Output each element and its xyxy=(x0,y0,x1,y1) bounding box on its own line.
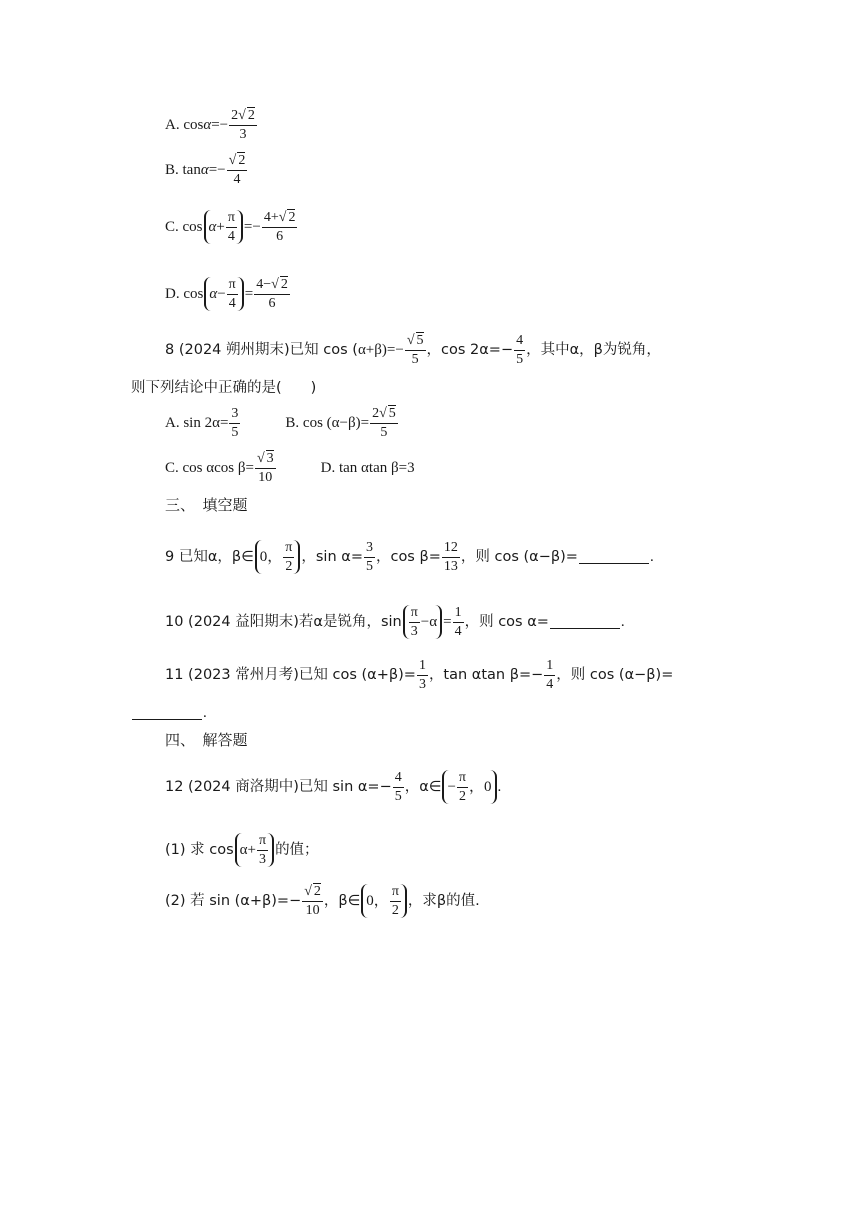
stem-text: 9 已知α，β∈ xyxy=(165,548,254,565)
q7-option-a xyxy=(165,108,258,142)
option-label: A. cos xyxy=(165,116,204,133)
radicand: 5 xyxy=(416,333,424,348)
numerator: π xyxy=(227,277,238,295)
denominator: 10 xyxy=(258,469,273,485)
denominator: 3 xyxy=(239,126,247,142)
denominator: 3 xyxy=(418,676,426,692)
var-alpha: α xyxy=(200,161,209,178)
denominator: 5 xyxy=(516,351,524,367)
numerator: π xyxy=(457,770,468,788)
denominator: 5 xyxy=(365,558,373,574)
answer-blank[interactable] xyxy=(132,707,202,720)
denominator: 2 xyxy=(285,558,293,574)
sqrt-icon: √ xyxy=(304,884,312,899)
numerator: π xyxy=(226,210,237,228)
stem-text: ，cos β= xyxy=(375,548,441,565)
denominator: 5 xyxy=(411,351,419,367)
paren-group xyxy=(204,210,243,244)
option-label: D. tan αtan β=3 xyxy=(320,459,415,476)
fraction xyxy=(255,451,276,485)
fraction xyxy=(514,333,525,367)
stem-text: ，α∈ xyxy=(404,778,442,795)
fraction xyxy=(544,658,555,692)
equals: = xyxy=(244,285,254,302)
answer-blank[interactable] xyxy=(579,551,649,564)
fraction xyxy=(453,605,464,639)
part-text: (1) 求 cos xyxy=(165,841,234,858)
fraction xyxy=(257,833,268,867)
denominator: 2 xyxy=(391,902,399,918)
period: . xyxy=(649,548,654,565)
denominator: 4 xyxy=(228,295,236,311)
equals: =− xyxy=(211,116,229,133)
stem-text: ，tan αtan β=− xyxy=(428,666,544,683)
part-text: ，求β的值. xyxy=(407,892,480,909)
option-label: C. cos αcos β= xyxy=(165,459,254,476)
minus: − xyxy=(447,778,456,795)
denominator: 3 xyxy=(410,623,418,639)
fraction xyxy=(283,540,294,574)
denominator: 5 xyxy=(231,424,239,440)
option-label: B. cos (α−β)= xyxy=(285,414,370,431)
q12-part-2 xyxy=(165,884,480,918)
q9-stem xyxy=(165,540,654,574)
q11-answer-line xyxy=(131,706,207,721)
var-alpha: α xyxy=(203,116,212,133)
stem-text: ，其中α，β为锐角， xyxy=(526,341,661,358)
num-coef: 2 xyxy=(372,406,380,421)
denominator: 10 xyxy=(305,902,320,918)
section-heading-fill-blank: 三、 填空题 xyxy=(165,496,248,514)
denominator: 4 xyxy=(233,171,241,187)
fraction xyxy=(229,108,257,142)
period: . xyxy=(203,705,207,721)
numerator: 4 xyxy=(393,770,404,788)
fraction xyxy=(417,658,428,692)
part-text: 的值； xyxy=(275,841,319,858)
q8-options-ab xyxy=(165,406,399,440)
option-label: D. cos xyxy=(165,285,204,302)
option-label: A. sin 2α= xyxy=(165,414,229,431)
section-heading-solve: 四、 解答题 xyxy=(165,731,248,749)
num-part: 4+ xyxy=(263,210,279,225)
numerator: 4 xyxy=(514,333,525,351)
equals: = xyxy=(443,613,452,630)
interval xyxy=(442,770,496,804)
fraction xyxy=(226,210,237,244)
fraction xyxy=(227,277,238,311)
fraction xyxy=(364,540,375,574)
interval xyxy=(255,540,301,574)
fraction xyxy=(409,605,420,639)
interval-start: 0， xyxy=(259,548,283,565)
denominator: 13 xyxy=(443,558,458,574)
sqrt-icon: √ xyxy=(278,210,287,225)
sqrt-icon: √ xyxy=(271,277,279,292)
fraction xyxy=(370,406,398,440)
stem-text: ，sin α= xyxy=(301,548,363,565)
numerator: 12 xyxy=(442,540,460,558)
fraction xyxy=(390,884,401,918)
denominator: 3 xyxy=(259,851,267,867)
stem-text: ，则 cos (α−β)= xyxy=(460,548,578,565)
q7-option-c xyxy=(165,210,298,244)
alpha-plus: α+ xyxy=(239,841,256,858)
stem-text: ，则 cos (α−β)= xyxy=(556,666,674,683)
num-part: 4− xyxy=(256,277,272,292)
fraction xyxy=(442,540,460,574)
fraction xyxy=(302,884,323,918)
denominator: 2 xyxy=(458,788,466,804)
stem-text: ，cos 2α=− xyxy=(426,341,514,358)
stem-text: ，则 cos α= xyxy=(464,613,549,630)
period: . xyxy=(620,613,625,630)
var-alpha: α xyxy=(208,218,217,235)
q7-option-d xyxy=(165,277,291,311)
numerator: π xyxy=(390,884,401,902)
answer-blank[interactable] xyxy=(550,616,620,629)
option-label: C. cos xyxy=(165,218,203,235)
q11-stem xyxy=(165,658,673,692)
numerator: 1 xyxy=(544,658,555,676)
fraction xyxy=(254,277,290,311)
period: . xyxy=(497,778,502,795)
minus-alpha: −α xyxy=(420,613,438,630)
equals: =− xyxy=(243,218,261,235)
denominator: 6 xyxy=(268,295,276,311)
denominator: 4 xyxy=(227,228,235,244)
q8-stem-line2: 则下列结论中正确的是( ) xyxy=(131,380,317,396)
radicand: 2 xyxy=(313,884,321,899)
sqrt-icon: √ xyxy=(256,451,265,466)
radicand: 5 xyxy=(388,406,396,421)
fraction xyxy=(262,210,298,244)
var-alpha: α xyxy=(209,285,218,302)
fraction xyxy=(405,333,426,367)
stem-text: α+β)=− xyxy=(357,341,404,358)
interval-end: ，0 xyxy=(468,778,492,795)
q8-stem xyxy=(165,333,661,367)
interval-start: 0， xyxy=(366,892,389,909)
numerator: 1 xyxy=(453,605,464,623)
q7-option-b xyxy=(165,153,248,187)
radicand: 2 xyxy=(288,210,296,225)
num-coef: 2 xyxy=(231,108,239,123)
numerator: 3 xyxy=(229,406,240,424)
q12-stem xyxy=(165,770,501,804)
paren-group xyxy=(403,605,442,639)
numerator: π xyxy=(409,605,420,623)
fraction xyxy=(457,770,468,804)
interval xyxy=(361,884,407,918)
fraction xyxy=(229,406,240,440)
radicand: 2 xyxy=(280,277,288,292)
denominator: 4 xyxy=(546,676,554,692)
q10-stem xyxy=(165,605,625,639)
sqrt-icon: √ xyxy=(228,153,237,168)
part-text: ，β∈ xyxy=(323,892,361,909)
sqrt-icon: √ xyxy=(406,333,415,348)
stem-text: 11 (2023 常州月考)已知 cos (α+β)= xyxy=(165,666,416,683)
radicand: 3 xyxy=(266,451,274,466)
paren-group xyxy=(235,833,274,867)
denominator: 5 xyxy=(380,424,388,440)
denominator: 6 xyxy=(276,228,284,244)
q8-options-cd xyxy=(165,451,415,485)
stem-text: 10 (2024 益阳期末)若α是锐角，sin xyxy=(165,613,402,630)
option-label: B. tan xyxy=(165,161,201,178)
stem-text: 8 (2024 朔州期末)已知 cos ( xyxy=(165,341,358,358)
paren-group xyxy=(204,277,243,311)
sqrt-icon: √ xyxy=(379,406,387,421)
fraction xyxy=(227,153,248,187)
numerator: π xyxy=(283,540,294,558)
numerator: 3 xyxy=(364,540,375,558)
radicand: 2 xyxy=(238,153,246,168)
q12-part-1 xyxy=(165,833,319,867)
denominator: 4 xyxy=(454,623,462,639)
numerator: 1 xyxy=(417,658,428,676)
equals: =− xyxy=(208,161,226,178)
fraction xyxy=(393,770,404,804)
radicand: 2 xyxy=(247,108,255,123)
stem-text: 12 (2024 商洛期中)已知 sin α=− xyxy=(165,778,392,795)
plus: + xyxy=(216,218,225,235)
numerator: π xyxy=(257,833,268,851)
sqrt-icon: √ xyxy=(238,108,246,123)
minus: − xyxy=(217,285,226,302)
denominator: 5 xyxy=(394,788,402,804)
part-text: (2) 若 sin (α+β)=− xyxy=(165,892,302,909)
